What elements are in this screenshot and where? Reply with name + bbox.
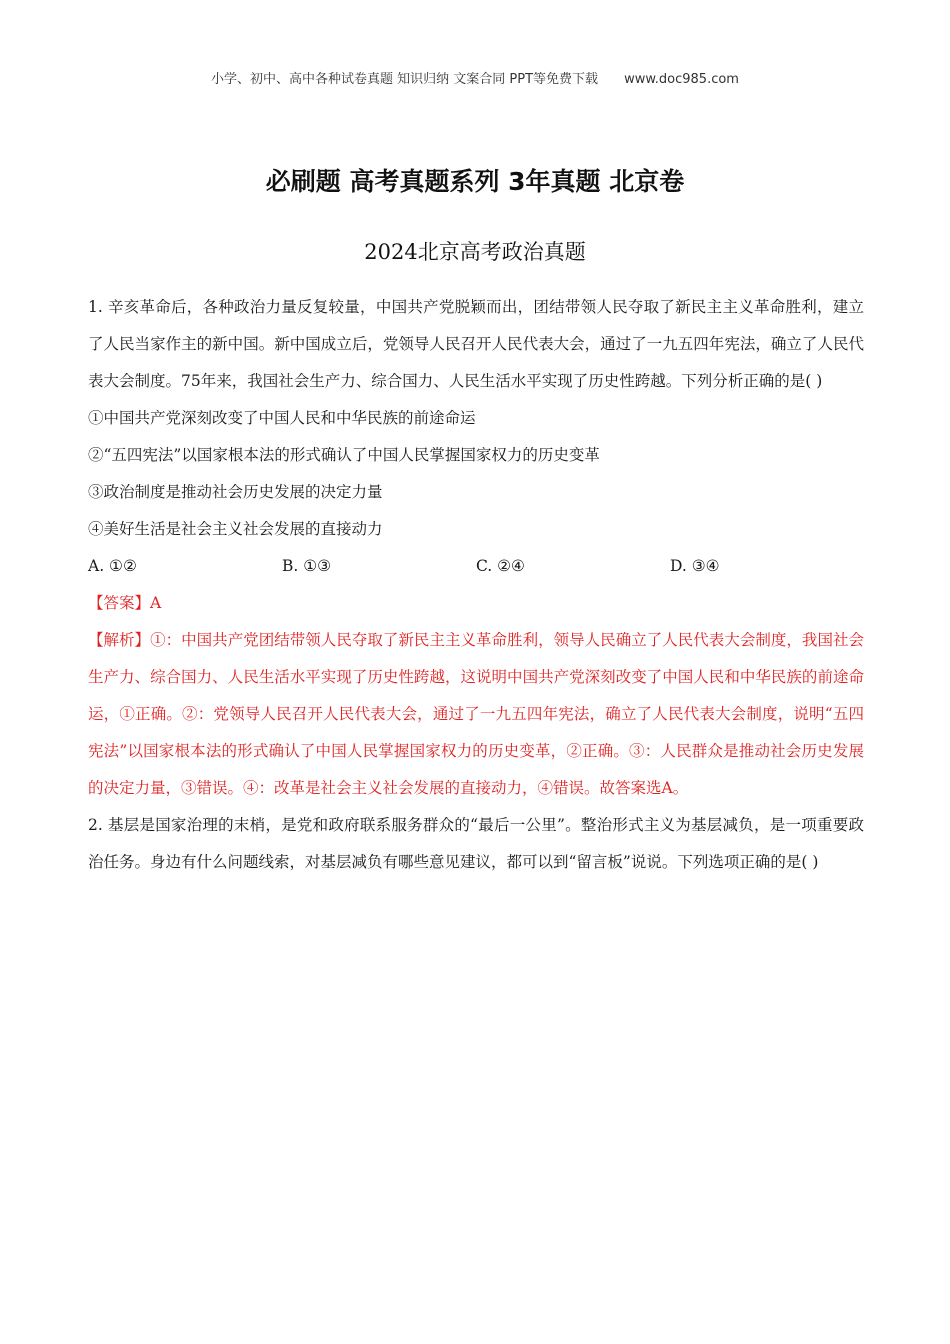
question-1-item-2: ②“五四宪法”以国家根本法的形式确认了中国人民掌握国家权力的历史变革 <box>88 446 600 464</box>
page-subtitle: 2024北京高考政治真题 <box>364 240 586 264</box>
question-1-item-4: ④美好生活是社会主义社会发展的直接动力 <box>88 520 383 538</box>
analysis-label: 【解析】 <box>88 631 151 649</box>
option-d: D. ③④ <box>670 557 720 575</box>
question-1-stem: 1. 辛亥革命后，各种政治力量反复较量，中国共产党脱颖而出，团结带领人民夺取了新民主主义革命胜利，建立了人民当家作主的新中国。新中国成立后，党领导人民召开人民代表大会，通过了一九五四年宪法，确立了人民代表大会制度。75年来，我国社会生产力、综合国力、人民生活水平实现了历史性跨越。下列分析正确的是( ) <box>88 298 864 390</box>
question-1-answer <box>88 585 864 622</box>
option-a: A. ①② <box>88 557 137 575</box>
analysis-text: ①：中国共产党团结带领人民夺取了新民主主义革命胜利，领导人民确立了人民代表大会制度，我国社会生产力、综合国力、人民生活水平实现了历史性跨越，这说明中国共产党深刻改变了中国人民和中华民族的前途命运，①正确。②：党领导人民召开人民代表大会，通过了一九五四年宪法，确立了人民代表大会制度，说明“五四宪法”以国家根本法的形式确认了中国人民掌握国家权力的历史变革，②正确。③：人民群众是推动社会历史发展的决定力量，③错误。④：改革是社会主义社会发展的直接动力，④错误。故答案选A。 <box>88 631 864 797</box>
header-url[interactable]: www.doc985.com <box>624 72 739 87</box>
answer-value: A <box>150 594 162 612</box>
question-1-item-3: ③政治制度是推动社会历史发展的决定力量 <box>88 483 383 501</box>
header-text: 小学、初中、高中各种试卷真题 知识归纳 文案合同 PPT等免费下载 <box>211 72 599 87</box>
option-c: C. ②④ <box>476 557 525 575</box>
question-2-stem: 2. 基层是国家治理的末梢，是党和政府联系服务群众的“最后一公里”。整治形式主义为基层减负，是一项重要政治任务。身边有什么问题线索，对基层减负有哪些意见建议，都可以到“留言板”说说。下列选项正确的是( ) <box>88 816 864 871</box>
page-header <box>0 68 950 87</box>
question-1-item-1: ①中国共产党深刻改变了中国人民和中华民族的前途命运 <box>88 409 476 427</box>
question-1-options <box>88 548 864 585</box>
option-b: B. ①③ <box>282 557 332 575</box>
question-1-analysis <box>88 622 864 807</box>
answer-label: 【答案】 <box>88 594 151 612</box>
question-content <box>88 289 864 881</box>
page-title: 必刷题 高考真题系列 3年真题 北京卷 <box>265 167 685 196</box>
